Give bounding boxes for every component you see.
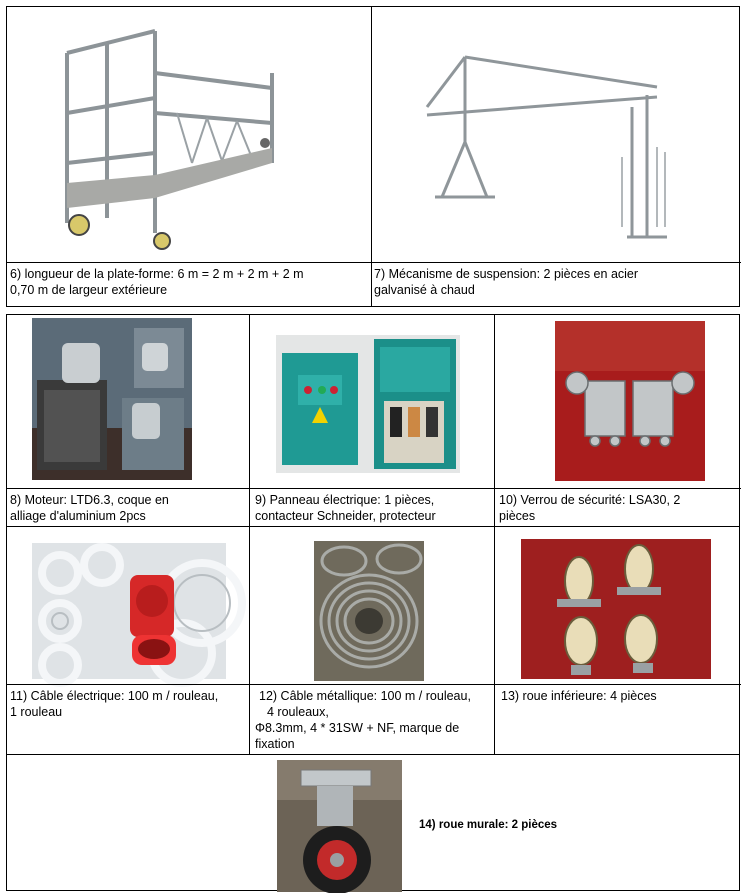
platform-photo xyxy=(47,13,277,249)
cell-panel xyxy=(249,314,495,527)
cell-suspension xyxy=(371,6,740,307)
cell-motor xyxy=(6,314,250,527)
panel-caption-line2: contacteur Schneider, protecteur xyxy=(255,509,436,523)
cell-wire xyxy=(249,526,495,755)
electric-panel-icon xyxy=(276,335,460,473)
cable-caption-line2: 1 rouleau xyxy=(10,705,63,719)
wall-wheel-photo xyxy=(277,760,402,892)
wire-caption-line2: 4 rouleaux, xyxy=(267,705,329,719)
wall-wheel-caption-line1: 14) roue murale: 2 pièces xyxy=(419,819,558,831)
wall-wheel-icon xyxy=(277,760,402,892)
wire-caption-line3: Φ8.3mm, 4 * 31SW + NF, marque de xyxy=(255,721,460,735)
suspension-caption-line1: 7) Mécanisme de suspension: 2 pièces en acier xyxy=(374,267,639,281)
motor-photo xyxy=(32,318,192,480)
cell-wall-wheel xyxy=(6,754,740,891)
cable-caption-line1: 11) Câble électrique: 100 m / rouleau, xyxy=(10,689,219,703)
bottom-wheel-photo xyxy=(521,539,711,679)
platform-caption-line2: 0,70 m de largeur extérieure xyxy=(10,283,168,297)
bottom-wheel-caption-line1: 13) roue inférieure: 4 pièces xyxy=(501,689,657,703)
electric-cable-icon xyxy=(32,543,226,679)
suspended-platform-icon xyxy=(47,13,277,249)
product-spec-table xyxy=(6,6,740,891)
lock-photo xyxy=(555,321,705,481)
cell-platform xyxy=(6,6,372,307)
wire-photo xyxy=(314,541,424,681)
wire-rope-icon xyxy=(314,541,424,681)
cell-lock xyxy=(494,314,740,527)
platform-caption-line1: 6) longueur de la plate-forme: 6 m = 2 m + 2 m + 2 m xyxy=(10,267,304,281)
motor-caption-line2: alliage d'aluminium 2pcs xyxy=(10,509,146,523)
lock-caption-line2: pièces xyxy=(499,509,536,523)
panel-photo xyxy=(276,335,460,473)
cell-cable xyxy=(6,526,250,755)
suspension-caption-line2: galvanisé à chaud xyxy=(374,283,475,297)
safety-lock-icon xyxy=(555,321,705,481)
cell-bottom-wheel xyxy=(494,526,740,755)
wire-caption-line4: fixation xyxy=(255,737,295,751)
hoist-motor-icon xyxy=(32,318,192,480)
suspension-photo xyxy=(417,47,677,252)
cable-photo xyxy=(32,543,226,679)
panel-caption-line1: 9) Panneau électrique: 1 pièces, xyxy=(255,493,435,507)
motor-caption-line1: 8) Moteur: LTD6.3, coque en xyxy=(10,493,169,507)
suspension-mechanism-icon xyxy=(417,47,677,252)
lock-caption-line1: 10) Verrou de sécurité: LSA30, 2 xyxy=(499,493,681,507)
wire-caption-line1: 12) Câble métallique: 100 m / rouleau, xyxy=(259,689,471,703)
caster-wheels-icon xyxy=(521,539,711,679)
